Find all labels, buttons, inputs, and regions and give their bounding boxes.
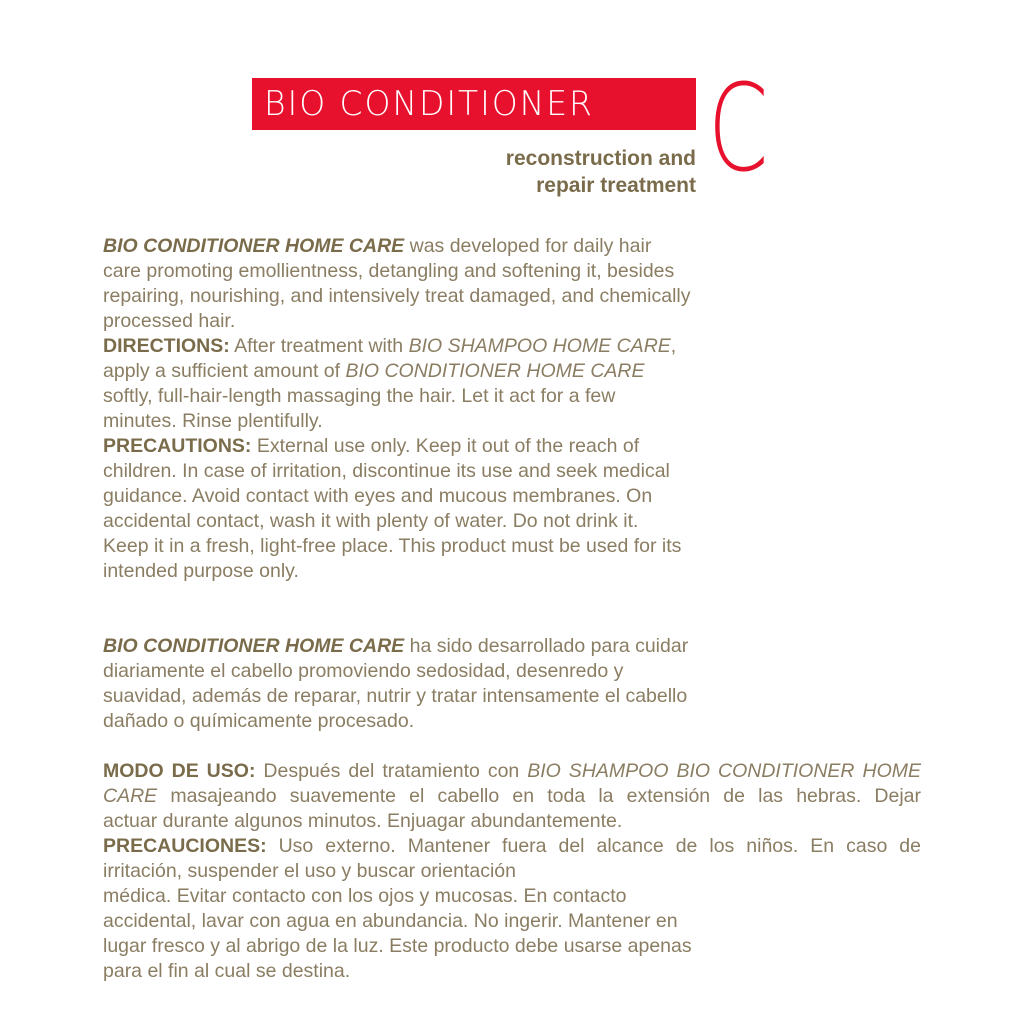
precauciones-line-6: para el fin al cual se destina. (103, 960, 351, 982)
directions-line-3: softly, full-hair-length massaging the hair. Let it act for a few (103, 385, 616, 407)
spanish-intro-section (103, 634, 688, 734)
product-name-es: BIO CONDITIONER HOME CARE (103, 635, 405, 657)
letter-mark: C (708, 60, 769, 199)
precautions-label: PRECAUTIONS: (103, 435, 252, 457)
product-name: BIO CONDITIONER HOME CARE (103, 235, 405, 257)
precauciones-line-5: lugar fresco y al abrigo de la luz. Este producto debe usarse apenas (103, 935, 692, 957)
precauciones-line-2: irritación, suspender el uso y buscar orientación (103, 860, 516, 882)
english-section (103, 234, 691, 584)
directions-line-2: apply a sufficient amount of BIO CONDITIONER HOME CARE (103, 360, 645, 382)
precauciones-label: PRECAUCIONES: (103, 835, 267, 857)
precauciones-line-4: accidental, lavar con agua en abundancia. No ingerir. Mantener en (103, 910, 678, 932)
precautions-line-4: accidental contact, wash it with plenty of water. Do not drink it. (103, 510, 639, 532)
spanish-usage-section (103, 759, 921, 984)
english-intro-line-3: repairing, nourishing, and intensively treat damaged, and chemically (103, 285, 691, 307)
english-intro-line-2: care promoting emollientness, detangling and softening it, besides (103, 260, 675, 282)
directions-line-1: DIRECTIONS: After treatment with BIO SHAMPOO HOME CARE, (103, 335, 677, 357)
precauciones-line-3: médica. Evitar contacto con los ojos y mucosas. En contacto (103, 885, 627, 907)
precautions-line-1: PRECAUTIONS: External use only. Keep it out of the reach of (103, 435, 640, 457)
precautions-line-2: children. In case of irritation, discontinue its use and seek medical (103, 460, 670, 482)
title-banner (252, 78, 696, 130)
modo-label: MODO DE USO: (103, 760, 256, 782)
spanish-intro-line-3: suavidad, además de reparar, nutrir y tratar intensamente el cabello (103, 685, 688, 707)
english-intro-line-4: processed hair. (103, 310, 236, 332)
directions-line-4: minutes. Rinse plentifully. (103, 410, 323, 432)
spanish-intro-line-2: diariamente el cabello promoviendo sedosidad, desenredo y (103, 660, 624, 682)
modo-line-1: MODO DE USO: Después del tratamiento con BIO SHAMPOO BIO CONDITIONER HOME (103, 760, 921, 782)
subtitle (506, 145, 696, 199)
banner-title: BIO CONDITIONER (264, 84, 594, 124)
modo-line-3: actuar durante algunos minutos. Enjuagar abundantemente. (103, 810, 623, 832)
precautions-line-3: guidance. Avoid contact with eyes and mucous membranes. On (103, 485, 653, 507)
directions-label: DIRECTIONS: (103, 335, 230, 357)
spanish-intro-line-4: dañado o químicamente procesado. (103, 710, 415, 732)
english-intro-line-1: BIO CONDITIONER HOME CARE was developed for daily hair (103, 235, 652, 257)
modo-line-2: CARE masajeando suavemente el cabello en toda la extensión de las hebras. Dejar (103, 785, 921, 807)
spanish-intro-line-1: BIO CONDITIONER HOME CARE ha sido desarrollado para cuidar (103, 635, 689, 657)
precautions-line-6: intended purpose only. (103, 560, 299, 582)
precauciones-line-1: PRECAUCIONES: Uso externo. Mantener fuera del alcance de los niños. En caso de (103, 835, 921, 857)
precautions-line-5: Keep it in a fresh, light-free place. This product must be used for its (103, 535, 682, 557)
subtitle-line-2: repair treatment (536, 174, 696, 197)
subtitle-line-1: reconstruction and (505, 147, 696, 170)
